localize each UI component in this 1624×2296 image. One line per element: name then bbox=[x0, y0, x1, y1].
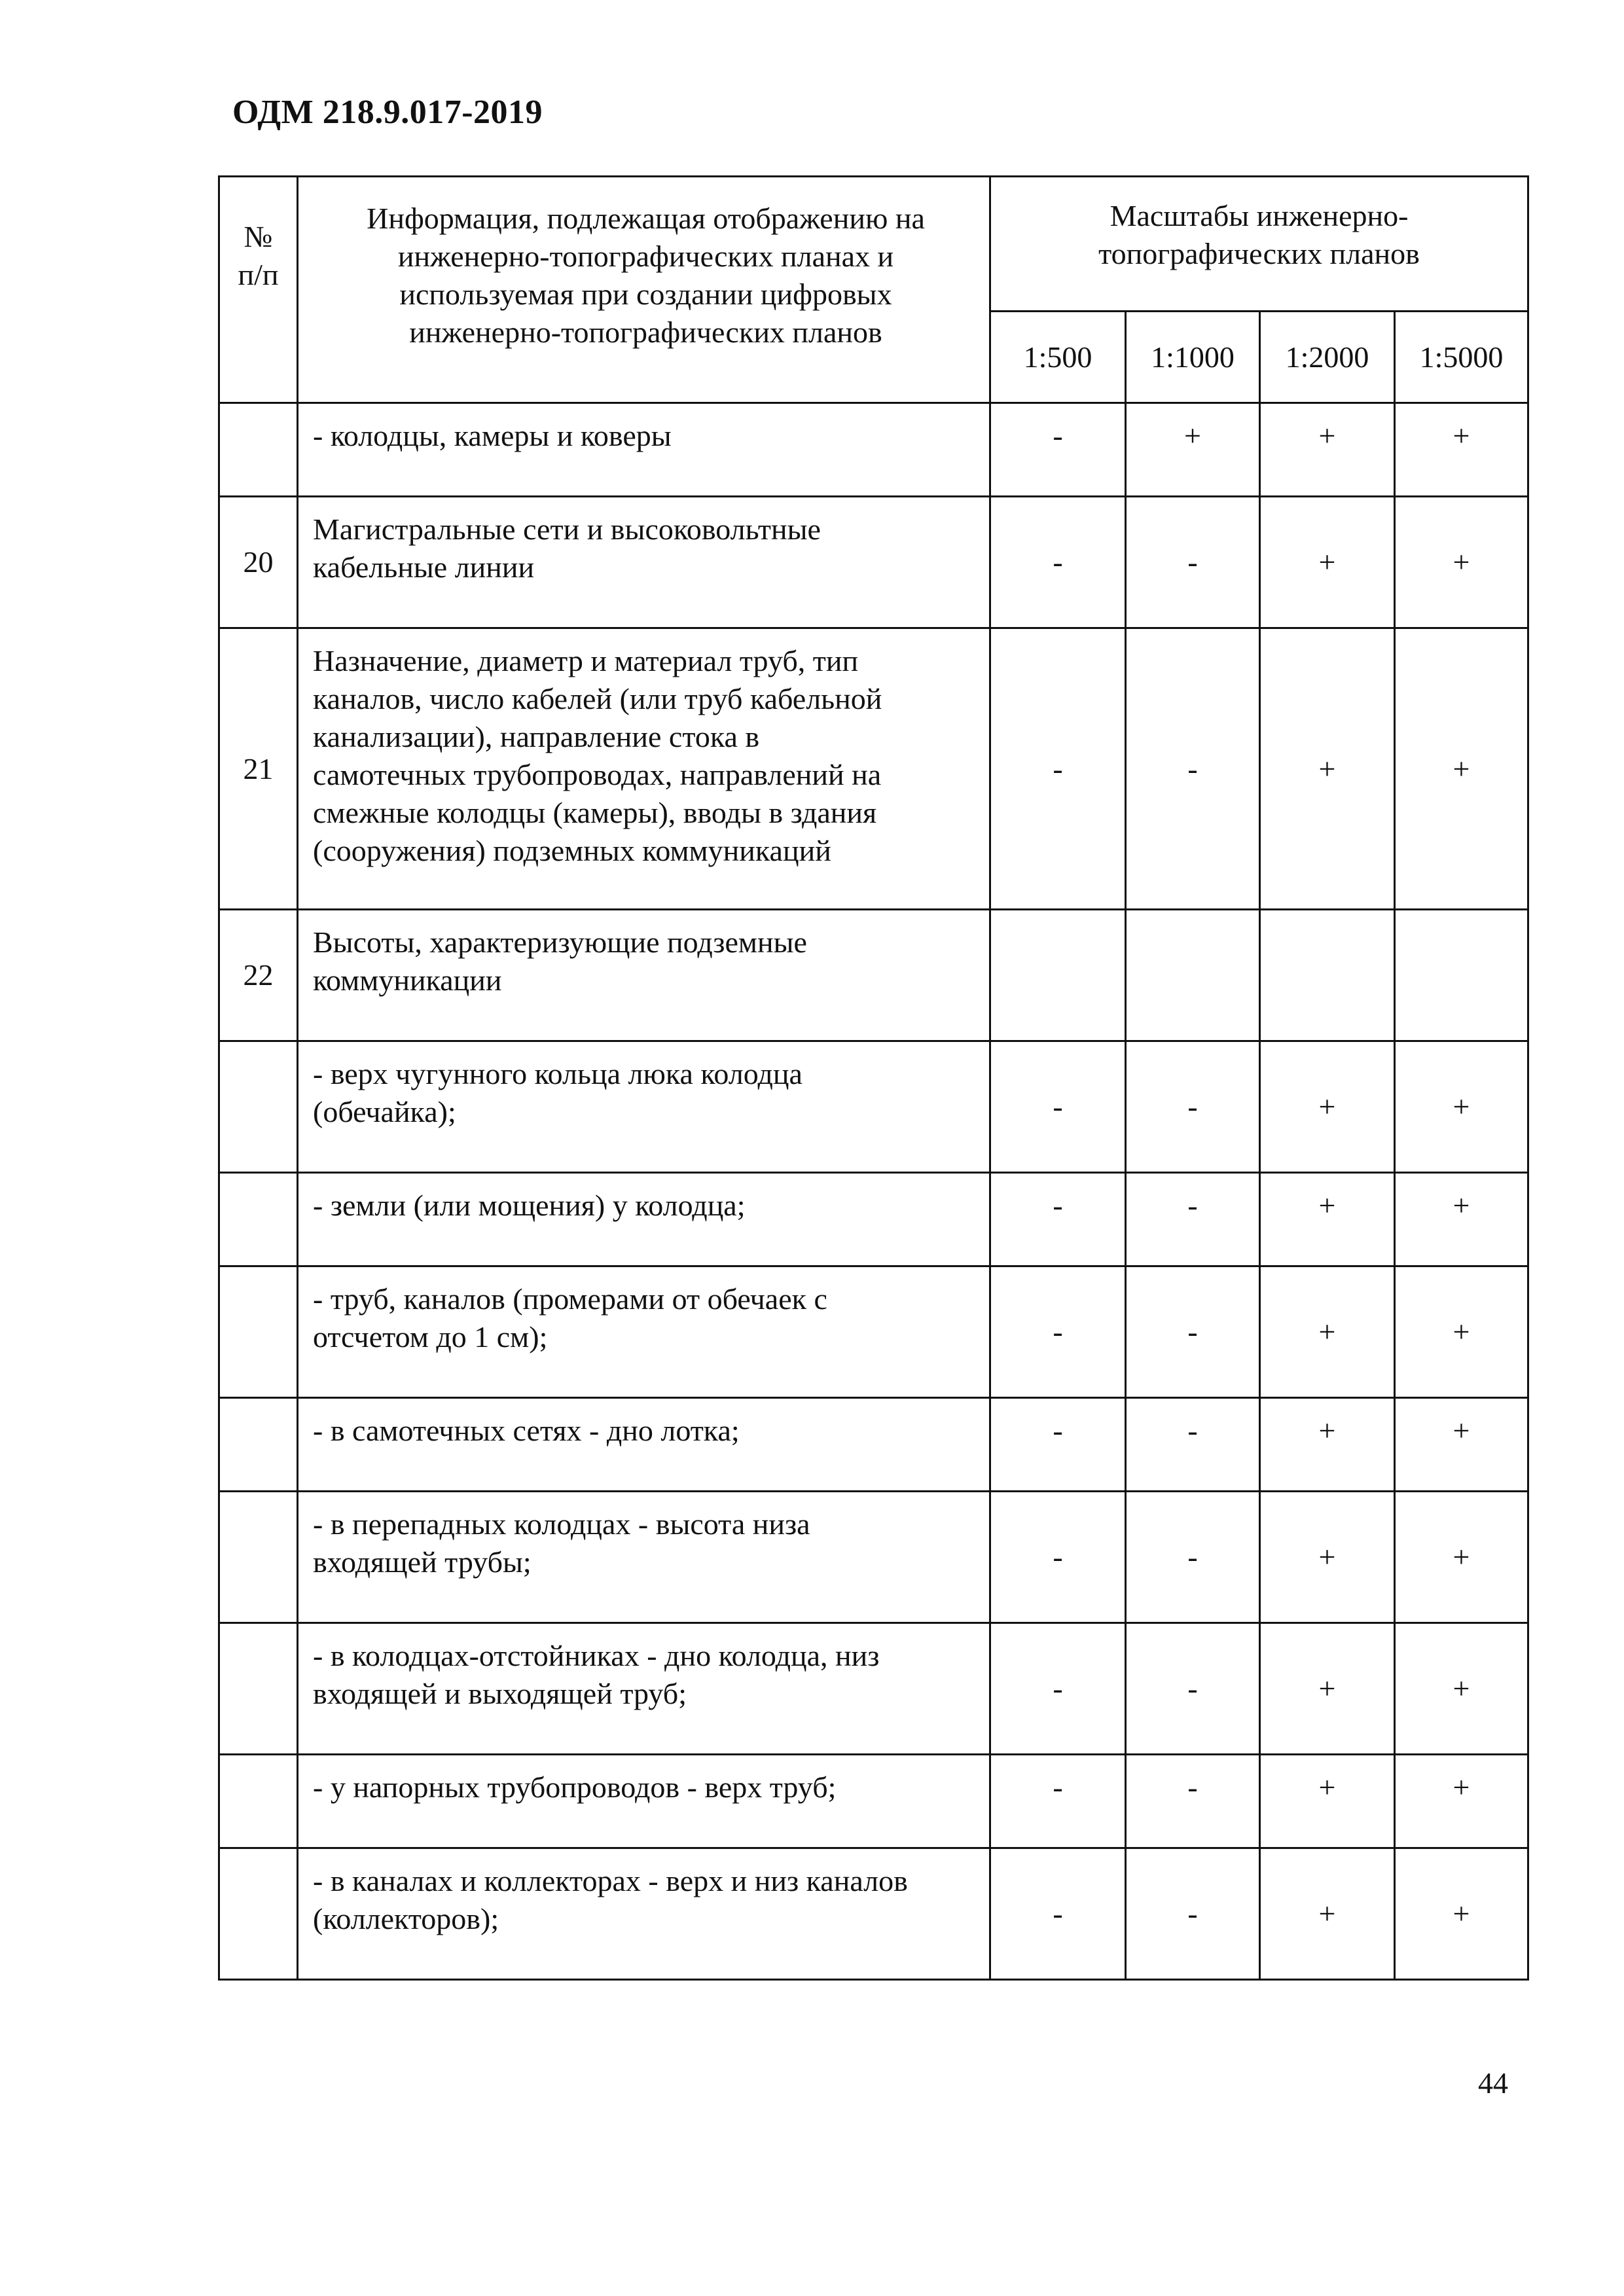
row-mark-scale-2000 bbox=[1260, 910, 1395, 1041]
row-mark-scale-5000: + bbox=[1395, 628, 1528, 910]
scale-2000-header: 1:2000 bbox=[1260, 312, 1395, 403]
row-mark-scale-1000: - bbox=[1126, 1623, 1260, 1755]
row-number bbox=[219, 1623, 298, 1755]
scale-500-header: 1:500 bbox=[990, 312, 1126, 403]
row-info: - земли (или мощения) у колодца; bbox=[298, 1173, 990, 1266]
row-number bbox=[219, 1848, 298, 1980]
table-row bbox=[219, 1266, 1528, 1398]
row-info: - у напорных трубопроводов - верх труб; bbox=[298, 1755, 990, 1848]
row-mark-scale-2000: + bbox=[1260, 1041, 1395, 1173]
row-mark-scale-5000: + bbox=[1395, 1266, 1528, 1398]
row-number bbox=[219, 1266, 298, 1398]
row-mark-scale-500: - bbox=[990, 1623, 1126, 1755]
table-row bbox=[219, 1398, 1528, 1492]
row-number: 21 bbox=[219, 628, 298, 910]
header-row-top bbox=[219, 177, 1528, 312]
row-mark-scale-5000: + bbox=[1395, 1041, 1528, 1173]
row-mark-scale-5000: + bbox=[1395, 1492, 1528, 1623]
table-row bbox=[219, 403, 1528, 497]
table-row bbox=[219, 1041, 1528, 1173]
row-mark-scale-500: - bbox=[990, 1266, 1126, 1398]
row-number bbox=[219, 1755, 298, 1848]
table-row bbox=[219, 1848, 1528, 1980]
col-info-header: Информация, подлежащая отображению на инженерно-топографических планах и используемая при создании цифровых инженерно-топографических планов bbox=[298, 177, 990, 403]
table-row bbox=[219, 628, 1528, 910]
row-mark-scale-5000: + bbox=[1395, 403, 1528, 497]
row-mark-scale-2000: + bbox=[1260, 403, 1395, 497]
col-num-header: № п/п bbox=[219, 177, 298, 403]
scale-1000-header: 1:1000 bbox=[1126, 312, 1260, 403]
row-mark-scale-1000: - bbox=[1126, 1755, 1260, 1848]
row-mark-scale-1000: - bbox=[1126, 1848, 1260, 1980]
row-mark-scale-1000: - bbox=[1126, 628, 1260, 910]
row-info: - в перепадных колодцах - высота низа входящей трубы; bbox=[298, 1492, 990, 1623]
row-mark-scale-500: - bbox=[990, 1492, 1126, 1623]
row-mark-scale-2000: + bbox=[1260, 1398, 1395, 1492]
row-mark-scale-5000: + bbox=[1395, 1848, 1528, 1980]
row-mark-scale-1000: - bbox=[1126, 1266, 1260, 1398]
row-mark-scale-1000: - bbox=[1126, 1398, 1260, 1492]
row-mark-scale-1000: - bbox=[1126, 1041, 1260, 1173]
requirements-table bbox=[218, 175, 1529, 1981]
scale-5000-header: 1:5000 bbox=[1395, 312, 1528, 403]
row-mark-scale-2000: + bbox=[1260, 1266, 1395, 1398]
row-mark-scale-500: - bbox=[990, 1173, 1126, 1266]
row-info: Высоты, характеризующие подземные коммуникации bbox=[298, 910, 990, 1041]
row-mark-scale-5000: + bbox=[1395, 497, 1528, 628]
table-row bbox=[219, 497, 1528, 628]
row-mark-scale-5000: + bbox=[1395, 1623, 1528, 1755]
row-mark-scale-500: - bbox=[990, 497, 1126, 628]
row-number bbox=[219, 1041, 298, 1173]
table-row bbox=[219, 1755, 1528, 1848]
row-mark-scale-5000: + bbox=[1395, 1398, 1528, 1492]
row-mark-scale-5000: + bbox=[1395, 1755, 1528, 1848]
page-number: 44 bbox=[1478, 2066, 1508, 2100]
row-mark-scale-1000: - bbox=[1126, 1492, 1260, 1623]
row-info: Магистральные сети и высоковольтные кабельные линии bbox=[298, 497, 990, 628]
row-mark-scale-2000: + bbox=[1260, 1848, 1395, 1980]
row-mark-scale-2000: + bbox=[1260, 1755, 1395, 1848]
row-info: Назначение, диаметр и материал труб, тип каналов, число кабелей (или труб кабельной канализации), направление стока в самотечных трубопроводах, направлений на смежные колодцы (камеры), вводы в здания (сооружения) подземных коммуникаций bbox=[298, 628, 990, 910]
row-info: - в самотечных сетях - дно лотка; bbox=[298, 1398, 990, 1492]
table-row bbox=[219, 1173, 1528, 1266]
table-row bbox=[219, 1492, 1528, 1623]
row-mark-scale-500: - bbox=[990, 1755, 1126, 1848]
row-mark-scale-500: - bbox=[990, 1041, 1126, 1173]
row-mark-scale-1000: - bbox=[1126, 1173, 1260, 1266]
row-mark-scale-1000 bbox=[1126, 910, 1260, 1041]
row-mark-scale-5000: + bbox=[1395, 1173, 1528, 1266]
row-mark-scale-500: - bbox=[990, 403, 1126, 497]
row-mark-scale-5000 bbox=[1395, 910, 1528, 1041]
document-code: ОДМ 218.9.017-2019 bbox=[232, 94, 543, 131]
row-number bbox=[219, 1173, 298, 1266]
row-number: 20 bbox=[219, 497, 298, 628]
row-mark-scale-500 bbox=[990, 910, 1126, 1041]
row-mark-scale-1000: - bbox=[1126, 497, 1260, 628]
row-mark-scale-500: - bbox=[990, 1398, 1126, 1492]
row-number: 22 bbox=[219, 910, 298, 1041]
row-info: - верх чугунного кольца люка колодца (обечайка); bbox=[298, 1041, 990, 1173]
row-number bbox=[219, 1492, 298, 1623]
row-mark-scale-500: - bbox=[990, 1848, 1126, 1980]
row-mark-scale-2000: + bbox=[1260, 628, 1395, 910]
row-info: - труб, каналов (промерами от обечаек с отсчетом до 1 см); bbox=[298, 1266, 990, 1398]
row-mark-scale-2000: + bbox=[1260, 1173, 1395, 1266]
row-info: - в каналах и коллекторах - верх и низ каналов (коллекторов); bbox=[298, 1848, 990, 1980]
row-number bbox=[219, 403, 298, 497]
table-row bbox=[219, 910, 1528, 1041]
scales-group-header: Масштабы инженерно- топографических планов bbox=[990, 177, 1528, 312]
row-mark-scale-2000: + bbox=[1260, 497, 1395, 628]
row-mark-scale-1000: + bbox=[1126, 403, 1260, 497]
row-info: - колодцы, камеры и коверы bbox=[298, 403, 990, 497]
row-number bbox=[219, 1398, 298, 1492]
row-mark-scale-2000: + bbox=[1260, 1623, 1395, 1755]
row-info: - в колодцах-отстойниках - дно колодца, низ входящей и выходящей труб; bbox=[298, 1623, 990, 1755]
row-mark-scale-2000: + bbox=[1260, 1492, 1395, 1623]
table-row bbox=[219, 1623, 1528, 1755]
row-mark-scale-500: - bbox=[990, 628, 1126, 910]
